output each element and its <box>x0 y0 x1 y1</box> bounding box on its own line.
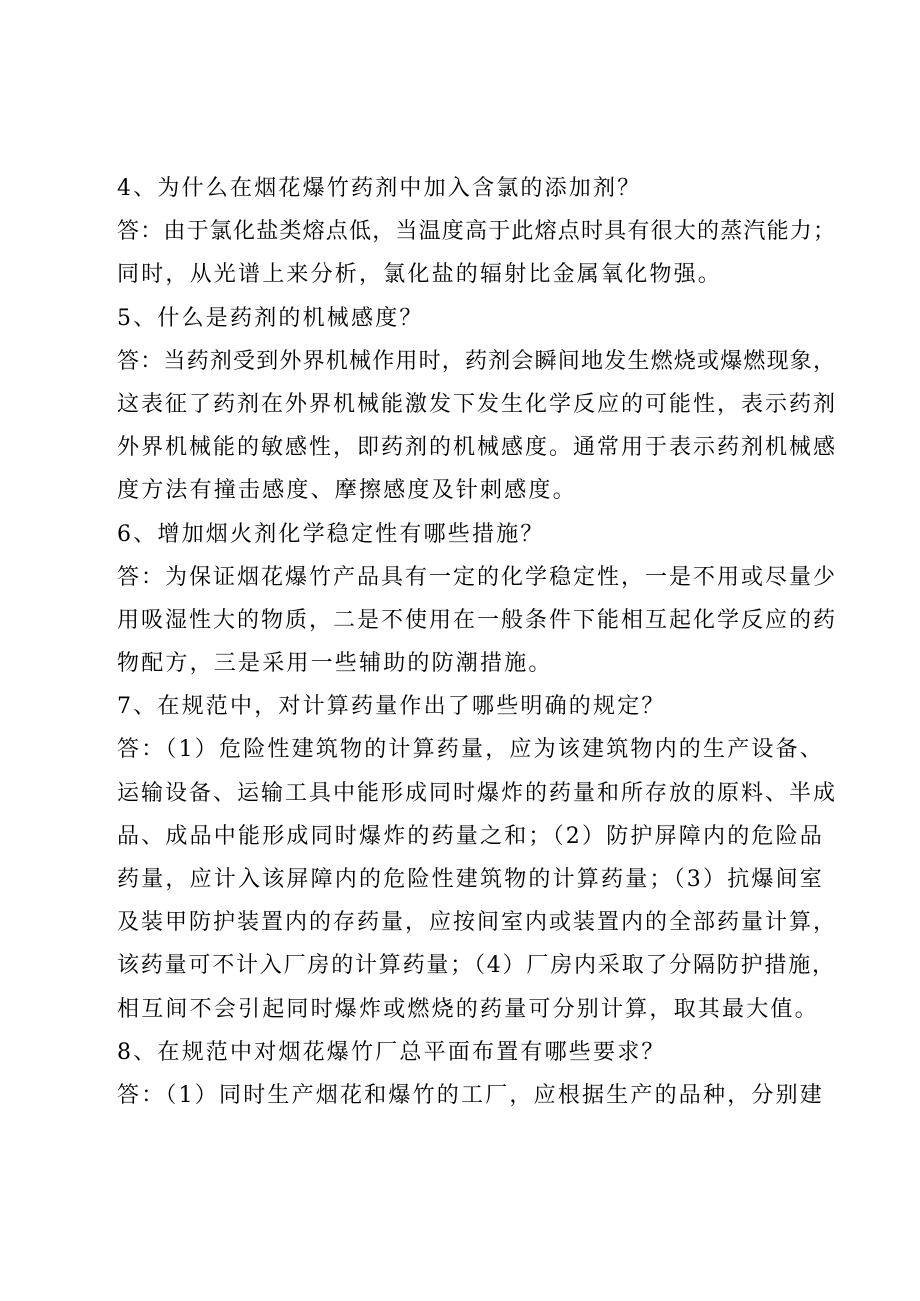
answer-6-line-1: 答：为保证烟花爆竹产品具有一定的化学稳定性，一是不用或尽量少 <box>117 564 838 590</box>
question-4: 4、为什么在烟花爆竹药剂中加入含氯的添加剂？ <box>117 176 642 201</box>
answer-5-line-3: 外界机械能的敏感性，即药剂的机械感度。通常用于表示药剂机械感 <box>117 435 838 461</box>
answer-5-line-4: 度方法有撞击感度、摩擦感度及针刺感度。 <box>117 478 577 504</box>
question-7: 7、在规范中，对计算药量作出了哪些明确的规定？ <box>117 694 666 720</box>
answer-4-line-1: 答：由于氯化盐类熔点低，当温度高于此熔点时具有很大的蒸汽能力； <box>117 219 837 245</box>
answer-7-line-1: 答：（1）危险性建筑物的计算药量，应为该建筑物内的生产设备、 <box>117 737 824 763</box>
answer-7-line-6: 该药量可不计入厂房的计算药量；（4）厂房内采取了分隔防护措施， <box>117 953 836 979</box>
answer-4-line-2: 同时，从光谱上来分析，氯化盐的辐射比金属氧化物强。 <box>117 262 723 288</box>
answer-6-line-2: 用吸湿性大的物质，二是不使用在一般条件下能相互起化学反应的药 <box>117 607 838 633</box>
answer-7-line-7: 相互间不会引起同时爆炸或燃烧的药量可分别计算，取其最大值。 <box>117 996 819 1022</box>
answer-7-line-3: 品、成品中能形成同时爆炸的药量之和；（2）防护屏障内的危险品 <box>117 823 824 849</box>
answer-5-line-2: 这表征了药剂在外界机械能激发下发生化学反应的可能性，表示药剂 <box>117 391 838 417</box>
answer-7-line-4: 药量，应计入该屏障内的危险性建筑物的计算药量；（3）抗爆间室 <box>117 867 824 892</box>
answer-5-line-1: 答：当药剂受到外界机械作用时，药剂会瞬间地发生燃烧或爆燃现象， <box>117 348 837 374</box>
question-6: 6、增加烟火剂化学稳定性有哪些措施？ <box>117 521 545 547</box>
question-5: 5、什么是药剂的机械感度？ <box>117 305 424 331</box>
answer-8-line-1: 答：（1）同时生产烟花和爆竹的工厂，应根据生产的品种，分别建 <box>117 1082 824 1108</box>
question-8: 8、在规范中对烟花爆竹厂总平面布置有哪些要求？ <box>117 1039 666 1065</box>
answer-7-line-5: 及装甲防护装置内的存药量，应按间室内或装置内的全部药量计算， <box>117 910 838 936</box>
answer-7-line-2: 运输设备、运输工具中能形成同时爆炸的药量和所存放的原料、半成 <box>117 780 838 806</box>
answer-6-line-3: 物配方，三是采用一些辅助的防潮措施。 <box>117 651 553 677</box>
